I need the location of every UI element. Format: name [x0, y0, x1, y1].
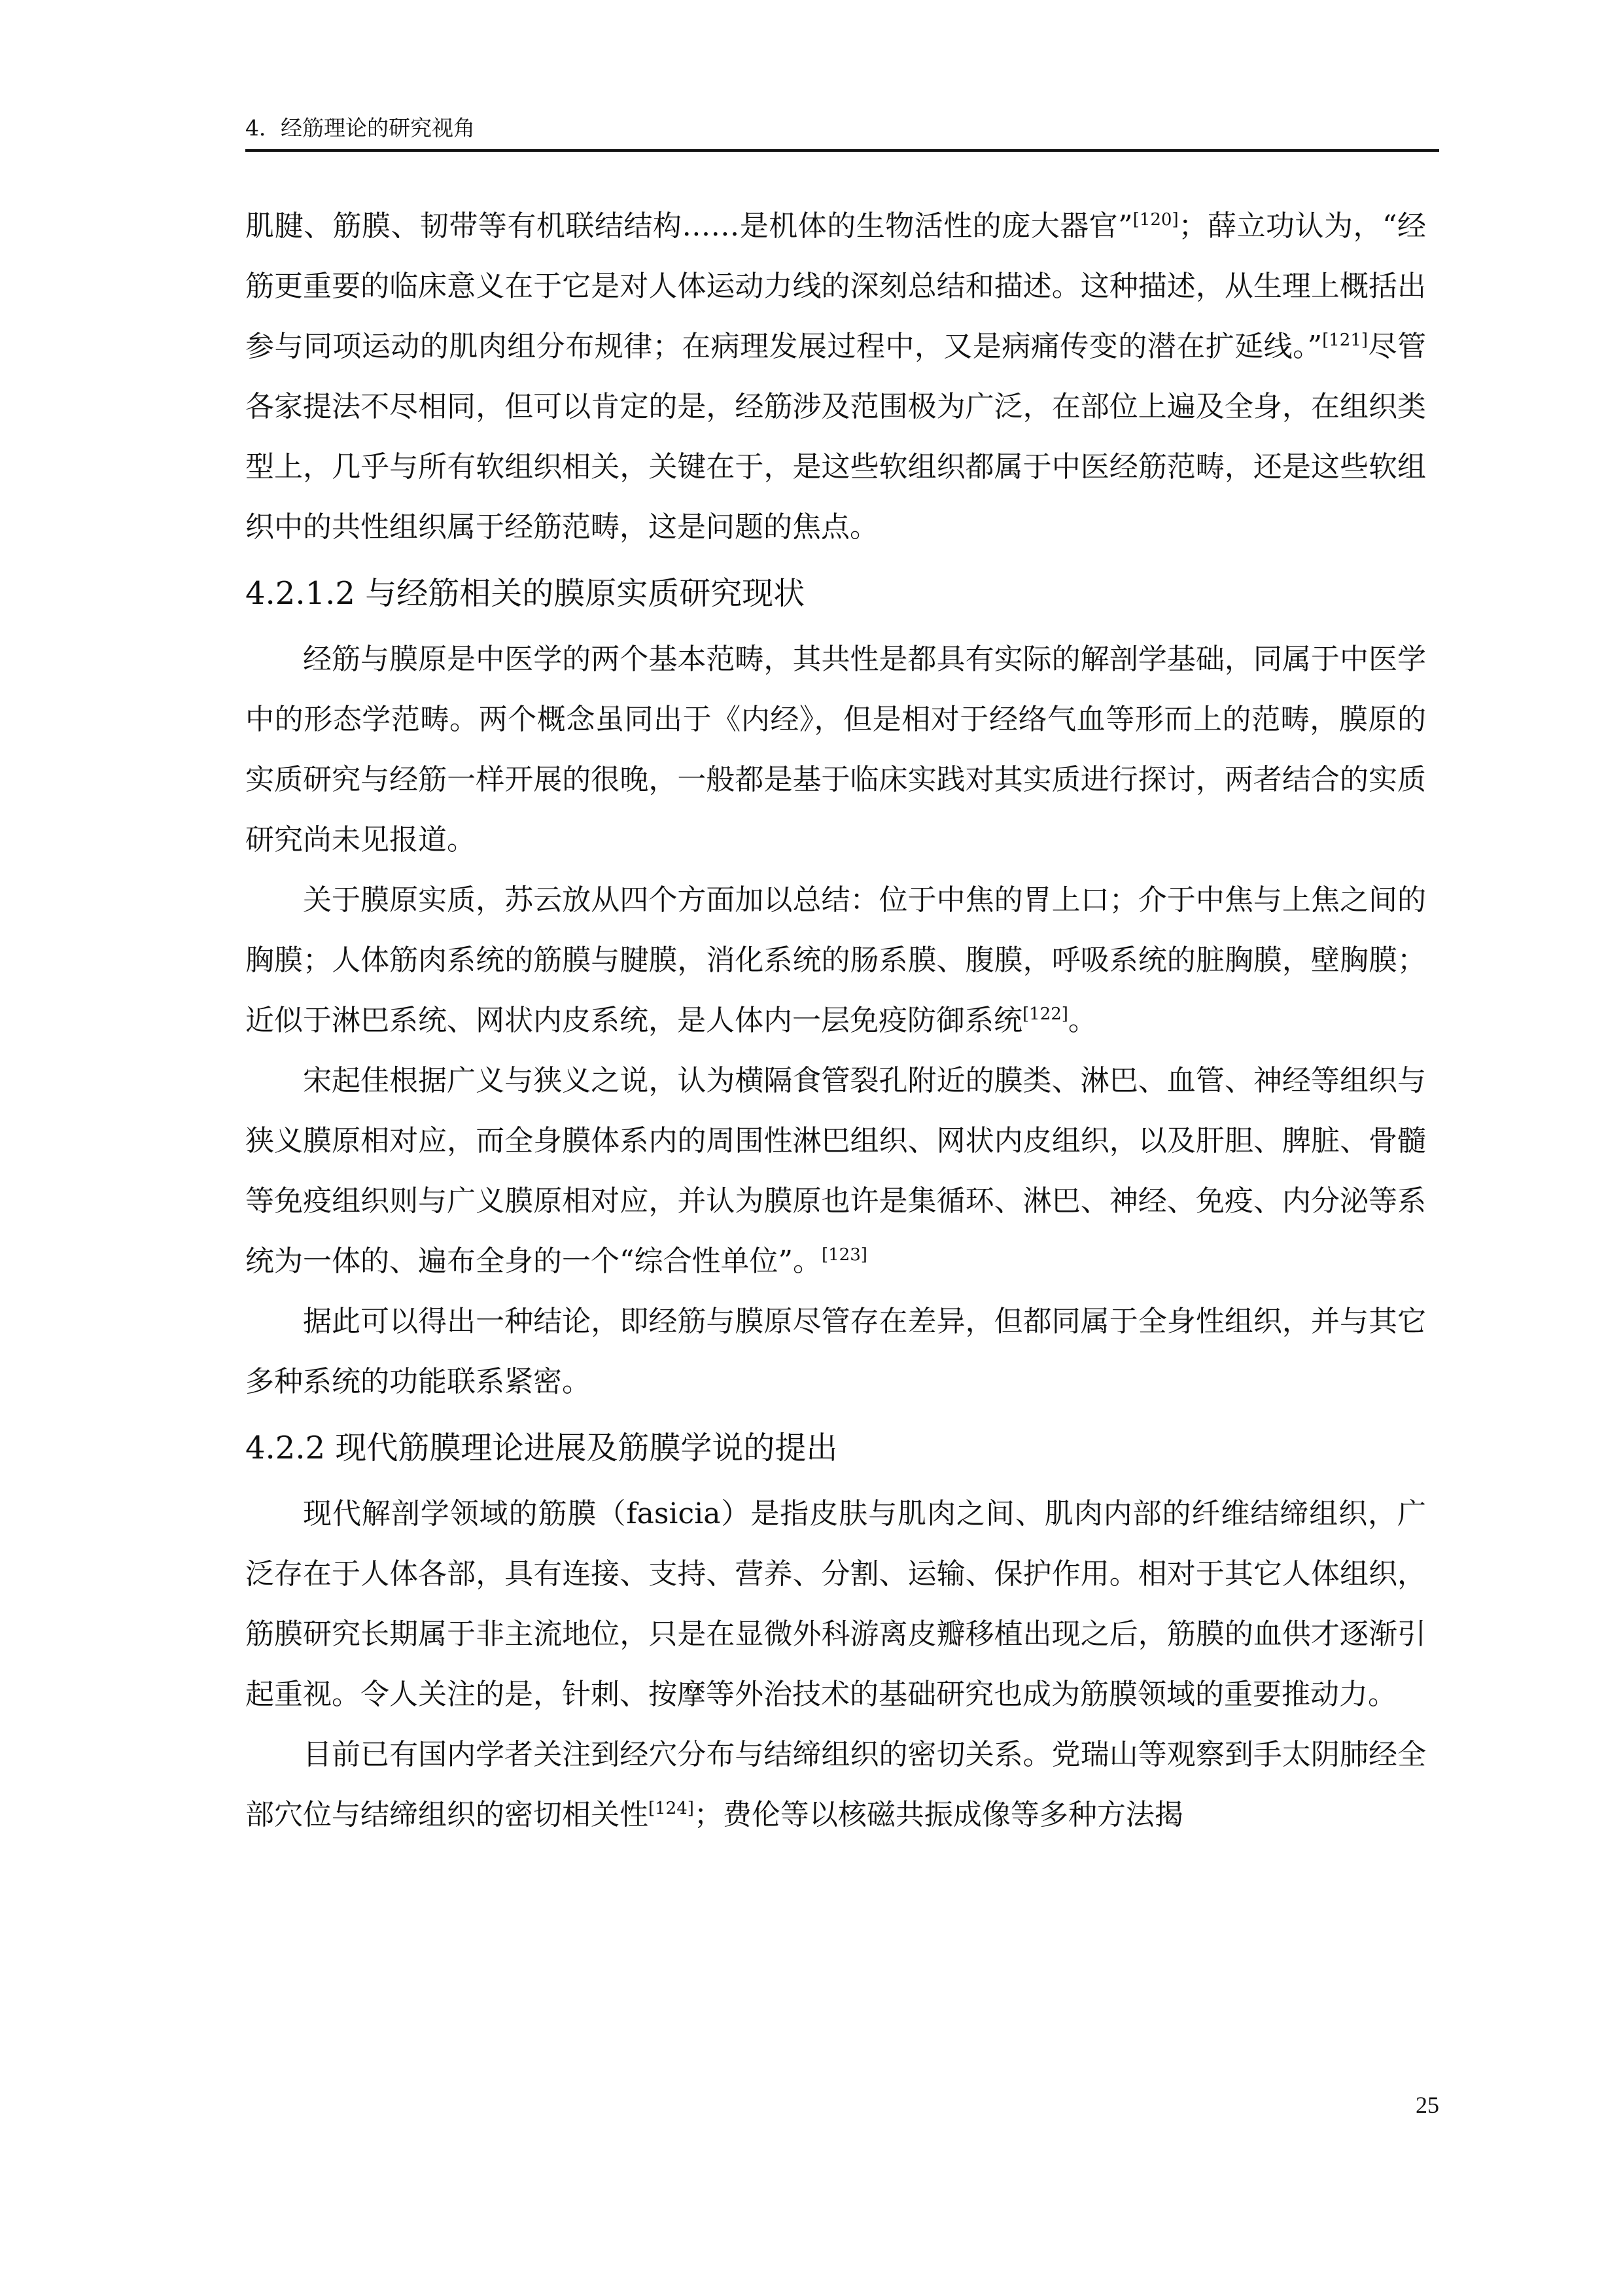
paragraph-text: 据此可以得出一种结论，即经筋与膜原尽管存在差异，但都同属于全身性组织，并与其它多种系统的功能联系紧密。 — [245, 1305, 1426, 1398]
paragraph-text: 肌腱、筋膜、韧带等有机联结结构……是机体的生物活性的庞大器官” — [245, 209, 1133, 243]
body-paragraph — [245, 196, 1426, 557]
body-paragraph — [245, 870, 1426, 1051]
paragraph-text: ；费伦等以核磁共振成像等多种方法揭 — [693, 1798, 1183, 1831]
section-heading: 4.2.1.2 与经筋相关的膜原实质研究现状 — [245, 575, 805, 612]
citation-reference: [124] — [648, 1799, 694, 1818]
paragraph-text: 宋起佳根据广义与狭义之说，认为横隔食管裂孔附近的膜类、淋巴、血管、神经等组织与狭义膜原相对应，而全身膜体系内的周围性淋巴组织、网状内皮组织，以及肝胆、脾脏、骨髓等免疫组织则与广义膜原相对应，并认为膜原也许是集循环、淋巴、神经、免疫、内分泌等系统为一体的、遍布全身的一个“综合性单位”。 — [245, 1064, 1426, 1278]
paragraph-text: 经筋与膜原是中医学的两个基本范畴，其共性是都具有实际的解剖学基础，同属于中医学中的形态学范畴。两个概念虽同出于《内经》，但是相对于经络气血等形而上的范畴，膜原的实质研究与经筋一样开展的很晚，一般都是基于临床实践对其实质进行探讨，两者结合的实质研究尚未见报道。 — [245, 643, 1426, 857]
page-number: 25 — [1416, 2092, 1439, 2118]
body-paragraph — [245, 1484, 1426, 1725]
paragraph-text: 尽管各家提法不尽相同，但可以肯定的是，经筋涉及范围极为广泛，在部位上遍及全身，在组织类型上，几乎与所有软组织相关，关键在于，是这些软组织都属于中医经筋范畴，还是这些软组织中的共性组织属于经筋范畴，这是问题的焦点。 — [245, 330, 1426, 544]
paragraph-text: 目前已有国内学者关注到经穴分布与结缔组织的密切关系。党瑞山等观察到手太阴肺经全部穴位与结缔组织的密切相关性 — [245, 1738, 1426, 1831]
citation-reference: [123] — [822, 1245, 867, 1265]
body-paragraph — [245, 629, 1426, 870]
body-paragraph — [245, 1292, 1426, 1412]
running-title: 4．经筋理论的研究视角 — [245, 115, 475, 141]
paragraph-text: 现代解剖学领域的筋膜（fasicia）是指皮肤与肌肉之间、肌肉内部的纤维结缔组织，广泛存在于人体各部，具有连接、支持、营养、分割、运输、保护作用。相对于其它人体组织，筋膜研究长期属于非主流地位，只是在显微外科游离皮瓣移植出现之后，筋膜的血供才逐渐引起重视。令人关注的是，针刺、按摩等外治技术的基础研究也成为筋膜领域的重要推动力。 — [245, 1497, 1426, 1711]
running-header — [245, 113, 1439, 152]
citation-reference: [120] — [1132, 210, 1179, 230]
citation-reference: [121] — [1322, 330, 1369, 350]
paragraph-text: 。 — [1068, 1004, 1097, 1037]
body-paragraph — [245, 1051, 1426, 1292]
body-text — [245, 196, 1426, 1845]
body-paragraph — [245, 1725, 1426, 1845]
paragraph-text: 关于膜原实质，苏云放从四个方面加以总结：位于中焦的胃上口；介于中焦与上焦之间的胸膜；人体筋肉系统的筋膜与腱膜，消化系统的肠系膜、腹膜，呼吸系统的脏胸膜，壁胸膜；近似于淋巴系统、网状内皮系统，是人体内一层免疫防御系统 — [245, 883, 1426, 1037]
citation-reference: [122] — [1022, 1004, 1068, 1024]
paragraph-text: ；薛立功认为，“经筋更重要的临床意义在于它是对人体运动力线的深刻总结和描述。这种描述，从生理上概括出参与同项运动的肌肉组分布规律；在病理发展过程中，又是病痛传变的潜在扩延线。” — [245, 209, 1426, 363]
section-heading: 4.2.2 现代筋膜理论进展及筋膜学说的提出 — [245, 1430, 838, 1466]
